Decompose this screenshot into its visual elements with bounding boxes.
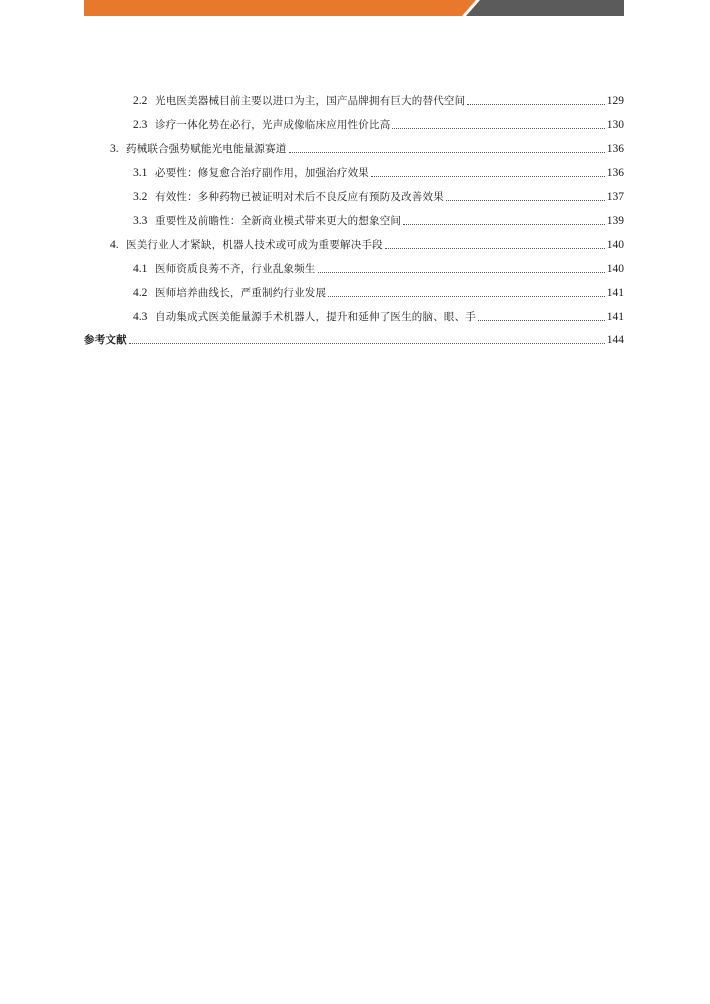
toc-entry-title: 医师资质良莠不齐，行业乱象频生 xyxy=(155,263,316,275)
toc-entry-page: 140 xyxy=(606,239,624,251)
toc-entry-number: 3.1 xyxy=(133,167,148,179)
toc-entry[interactable] xyxy=(133,214,624,228)
toc-entry-title: 药械联合强势赋能光电能量源赛道 xyxy=(126,143,287,155)
toc-dot-leader xyxy=(318,271,605,273)
toc-entry[interactable] xyxy=(133,286,624,300)
toc-entry-number: 2.2 xyxy=(133,95,148,107)
toc-dot-leader xyxy=(467,103,604,105)
toc-entry-page: 137 xyxy=(606,191,624,203)
toc-entry[interactable] xyxy=(133,262,624,276)
header-orange-band xyxy=(84,0,476,16)
toc-entry-title: 医师培养曲线长，严重制约行业发展 xyxy=(155,287,327,299)
toc-entry-number: 4.2 xyxy=(133,287,148,299)
toc-entry-number: 4.1 xyxy=(133,263,148,275)
toc-entry-title: 自动集成式医美能量源手术机器人，提升和延伸了医生的脑、眼、手 xyxy=(155,311,476,323)
toc-entry-number: 2.3 xyxy=(133,119,148,131)
header-gray-band xyxy=(466,0,624,16)
toc-entry-references[interactable] xyxy=(84,333,624,347)
toc-dot-leader xyxy=(129,342,605,344)
toc-entry-title: 医美行业人才紧缺，机器人技术或可成为重要解决手段 xyxy=(126,239,383,251)
toc-entry-page: 139 xyxy=(606,215,624,227)
toc-entry-number: 3.3 xyxy=(133,215,148,227)
toc-entry-page: 141 xyxy=(606,311,624,323)
toc-dot-leader xyxy=(478,319,605,321)
toc-entry-page: 140 xyxy=(606,263,624,275)
toc-dot-leader xyxy=(403,223,605,225)
toc-entry-title: 有效性：多种药物已被证明对术后不良反应有预防及改善效果 xyxy=(155,191,444,203)
toc-entry-title: 诊疗一体化势在必行，光声成像临床应用性价比高 xyxy=(155,119,391,131)
toc-entry-title: 光电医美器械目前主要以进口为主，国产品牌拥有巨大的替代空间 xyxy=(155,95,466,107)
toc-entry-number: 4. xyxy=(110,239,119,251)
toc-dot-leader xyxy=(446,199,605,201)
toc-entry-page: 136 xyxy=(606,143,624,155)
toc-entry-page: 144 xyxy=(606,334,624,346)
toc-entry-title: 重要性及前瞻性：全新商业模式带来更大的想象空间 xyxy=(155,215,402,227)
toc-entry-title: 参考文献 xyxy=(84,334,127,346)
toc-entry-number: 4.3 xyxy=(133,311,148,323)
toc-entry[interactable] xyxy=(133,310,624,324)
toc-entry-page: 129 xyxy=(606,95,624,107)
toc-entry-page: 141 xyxy=(606,287,624,299)
toc-dot-leader xyxy=(328,295,605,297)
toc-entry[interactable] xyxy=(110,238,624,252)
toc-entry-page: 130 xyxy=(606,119,624,131)
toc-entry[interactable] xyxy=(133,190,624,204)
toc-dot-leader xyxy=(289,151,605,153)
toc-entry[interactable] xyxy=(133,94,624,108)
toc-entry[interactable] xyxy=(133,118,624,132)
toc-entry[interactable] xyxy=(110,142,624,156)
toc-entry[interactable] xyxy=(133,166,624,180)
toc-dot-leader xyxy=(371,175,605,177)
header-color-band xyxy=(84,0,624,16)
toc-dot-leader xyxy=(392,127,604,129)
toc-entry-number: 3.2 xyxy=(133,191,148,203)
toc-entry-page: 136 xyxy=(606,167,624,179)
toc-dot-leader xyxy=(385,247,605,249)
toc-entry-number: 3. xyxy=(110,143,119,155)
toc-entry-title: 必要性：修复愈合治疗副作用，加强治疗效果 xyxy=(155,167,369,179)
